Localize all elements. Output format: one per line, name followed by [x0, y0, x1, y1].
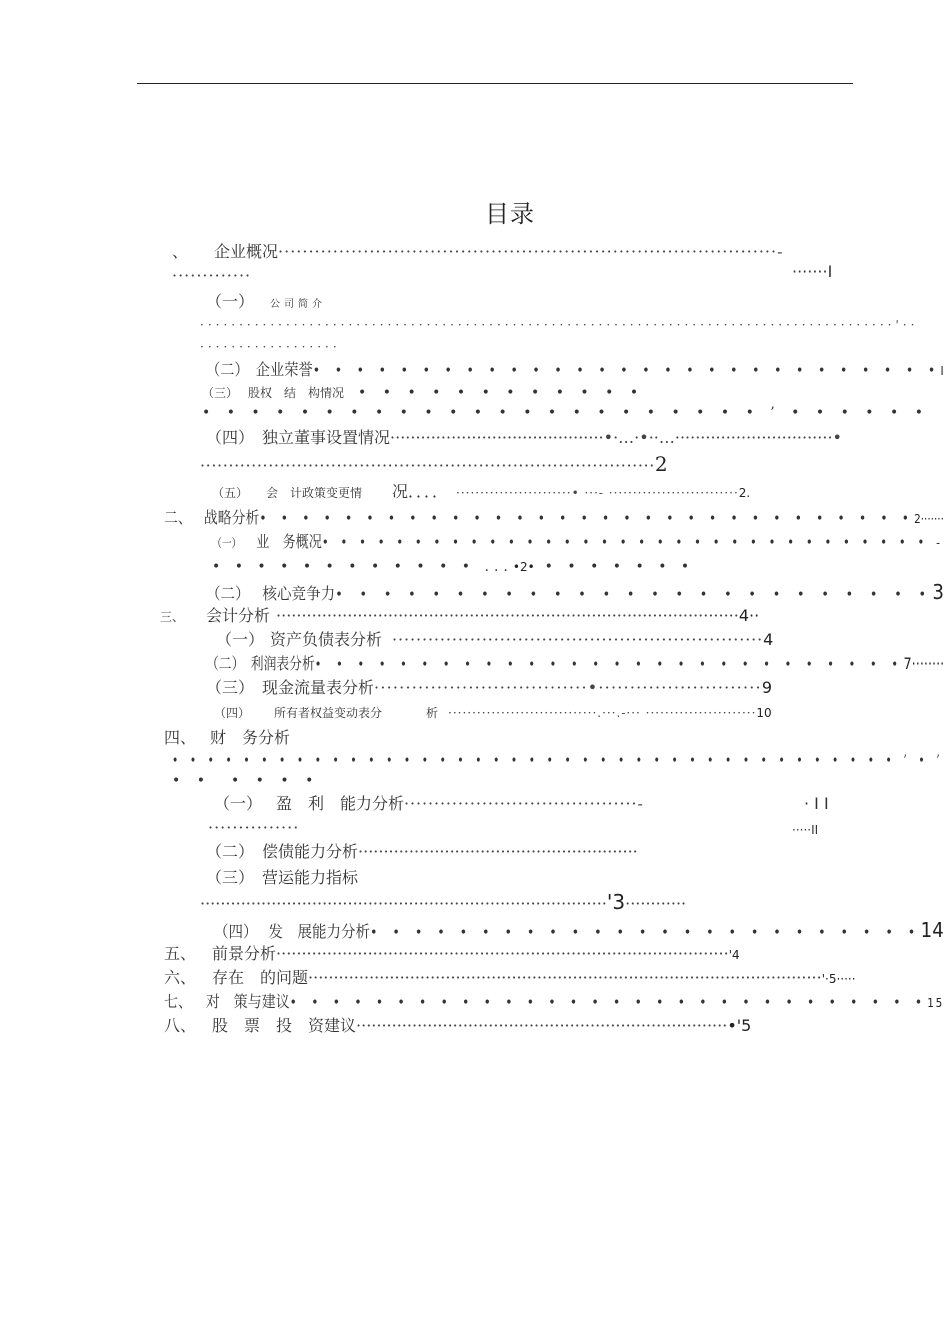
- toc-page: 4: [763, 630, 774, 649]
- toc-label: 现金流量表分析: [262, 678, 375, 697]
- toc-entry-1-1-cont2: [200, 336, 341, 357]
- toc-number: （三）: [206, 868, 255, 887]
- toc-entry-3[interactable]: [160, 606, 759, 627]
- toc-entry-6[interactable]: [164, 968, 856, 989]
- toc-page: 2·······: [914, 512, 944, 526]
- toc-number: （四）: [206, 428, 255, 447]
- toc-leader: • • • • • • • • • • • • • • • • • • • • • • • ’ • • • • • •: [202, 405, 929, 421]
- toc-leader: ················································································: [200, 456, 655, 475]
- toc-entry-4-1[interactable]: [214, 794, 644, 814]
- toc-leader: ···························································································: [276, 606, 739, 625]
- toc-label: 发 展能力分析: [268, 922, 371, 941]
- toc-entry-2-2[interactable]: [206, 582, 944, 605]
- toc-label: 企业概况: [214, 242, 279, 261]
- toc-number: （一）: [216, 630, 265, 649]
- toc-entry-7[interactable]: [164, 992, 944, 1013]
- toc-number: 八、: [164, 1016, 197, 1035]
- toc-entry-8[interactable]: [164, 1016, 751, 1036]
- toc-entry-3-4[interactable]: [214, 702, 772, 723]
- toc-entry-5[interactable]: [164, 944, 740, 965]
- toc-number: （二）: [206, 360, 249, 379]
- toc-page: •'5: [727, 1016, 752, 1035]
- toc-page: I: [940, 364, 944, 378]
- toc-leader: ················································································: [200, 894, 607, 913]
- toc-entry-2-1[interactable]: [212, 532, 944, 553]
- toc-leader: • • • • • • • • • • • • • • • • • • • • • • • • • • • • • • •: [259, 511, 915, 527]
- toc-leader: • • • • • • • • • • • • • • • • • • • • • • • • • • • • • • • • • • • • • • • • • ’ • ’: [172, 753, 944, 769]
- toc-label: 会计分析: [206, 606, 271, 625]
- toc-label: 战略分析: [203, 508, 260, 527]
- toc-leader: • • • • • • • • • • • • • • • • • • • • • • • • • • • • • •: [289, 995, 928, 1011]
- toc-leader: ··················································································-: [278, 242, 784, 261]
- toc-leader: • • • • • • • • • • • • ...: [212, 559, 513, 575]
- toc-label: 利润表分析: [250, 654, 315, 673]
- toc-entry-4-3[interactable]: [206, 868, 358, 888]
- toc-label: 股 票 投 资建议: [212, 1016, 357, 1035]
- header-rule: [137, 83, 853, 84]
- toc-entry-1-cont: [172, 266, 251, 286]
- toc-number: （一）: [206, 292, 255, 311]
- toc-leader: • • • • • • • • • • • • • • • • • • • • • • • • •: [335, 587, 933, 603]
- toc-leader: ······························································: [392, 630, 764, 649]
- toc-page: 2: [654, 452, 668, 476]
- toc-number: 六、: [164, 968, 197, 987]
- toc-label-cont: 析: [426, 706, 439, 720]
- toc-leader: ·························································································'··: [200, 318, 919, 332]
- toc-leader: ·························································································: [276, 944, 729, 963]
- toc-label: 核心竞争力: [262, 584, 336, 603]
- toc-number: （四）: [214, 922, 258, 941]
- toc-leader: ··································•··························: [374, 678, 762, 697]
- toc-number: 、: [172, 242, 189, 261]
- toc-label: 财 务分析: [210, 728, 291, 747]
- toc-leader: • • • • • • • • • • • • • • • • • • • • • • • • •: [370, 925, 921, 941]
- toc-number: （一）: [214, 794, 263, 813]
- toc-leader: ··················: [200, 340, 341, 354]
- toc-entry-3-3[interactable]: [206, 678, 772, 698]
- toc-page: 9: [761, 678, 773, 697]
- toc-leader: ············: [625, 894, 687, 913]
- toc-number: 七、: [164, 992, 192, 1011]
- toc-entry-4[interactable]: [164, 728, 290, 748]
- toc-number: （二）: [206, 654, 245, 673]
- toc-page: 15: [927, 996, 945, 1010]
- toc-number: （一）: [212, 536, 242, 550]
- toc-entry-1-2[interactable]: [206, 360, 944, 381]
- toc-leader: ·······························.···.-··· ·······················: [448, 706, 757, 720]
- toc-label: 业 务概况: [256, 532, 322, 551]
- toc-leader: • • • • • • • • • • • • • • • • • • • • • • • • • • • • •: [312, 363, 941, 379]
- toc-page: 3: [932, 580, 945, 604]
- toc-leader: • • • • • • • • • • • • • • • • • • • • • • • • • • • •: [314, 657, 904, 673]
- toc-entry-3-2[interactable]: [206, 654, 944, 675]
- toc-entry-4-4[interactable]: [214, 920, 944, 943]
- toc-page: '4: [728, 948, 740, 962]
- toc-leader: ···············: [208, 818, 300, 837]
- page-title: 目录: [485, 200, 535, 228]
- toc-page: 14: [920, 918, 944, 942]
- toc-leader: ·········································································: [356, 1016, 728, 1035]
- toc-label: 对 策与建议: [205, 992, 290, 1011]
- toc-page: ·······I: [792, 262, 833, 281]
- toc-leader: • • • • • • • • • • • • • • • • • • • • • • • • • • • • • • • • • -: [321, 535, 945, 551]
- toc-label: 营运能力指标: [262, 868, 359, 887]
- toc-page: ·····II: [792, 823, 819, 837]
- toc-page: 2.: [738, 486, 751, 500]
- toc-page: '·5·····: [821, 972, 856, 986]
- toc-label: 前景分析: [212, 944, 277, 963]
- toc-page: 4··: [738, 606, 760, 625]
- toc-leader: • • • • • • •: [544, 559, 695, 575]
- toc-number: （二）: [206, 842, 255, 861]
- toc-entry-4-2[interactable]: [206, 842, 638, 862]
- toc-label: 企业荣誉: [255, 360, 313, 379]
- toc-leader: ························• ···- ···························: [456, 486, 739, 500]
- toc-entry-4-3-cont: [200, 892, 686, 914]
- toc-label: 会 计政策变更情: [266, 486, 363, 500]
- toc-entry-2[interactable]: [164, 508, 944, 529]
- toc-page: · I I: [804, 794, 829, 813]
- toc-leader: ·············: [172, 266, 252, 285]
- toc-number: （五）: [212, 486, 249, 500]
- toc-number: （二）: [206, 584, 250, 603]
- toc-entry-4-cont: [172, 750, 944, 771]
- toc-entry-2-1-cont: [212, 556, 694, 577]
- toc-entry-1-4[interactable]: [206, 428, 842, 448]
- toc-label: 存在 的问题: [212, 968, 309, 987]
- toc-entry-4-cont2: [172, 770, 319, 791]
- toc-label: 偿债能力分析: [262, 842, 359, 861]
- toc-label: 独立董事设置情况: [262, 428, 391, 447]
- toc-leader: ·····································································································: [308, 968, 822, 987]
- toc-page: 7········: [903, 654, 945, 673]
- toc-page: '3: [606, 890, 626, 914]
- toc-label: 公司简介: [270, 299, 327, 310]
- toc-page: 10: [756, 706, 772, 720]
- toc-entry-1-4-cont: [200, 454, 668, 476]
- toc-entry-1-3[interactable]: [202, 382, 644, 403]
- toc-leader: ··········································•·…·•··…·······························•: [390, 428, 842, 447]
- toc-entry-1-5[interactable]: [212, 482, 750, 503]
- toc-label: 资产负债表分析: [270, 630, 383, 649]
- toc-label-cont: 况．．．．: [392, 482, 449, 501]
- toc-leader: • • • • • •: [172, 773, 320, 789]
- toc-label: 所有者权益变动表分: [274, 706, 383, 720]
- toc-leader: ·······················································: [358, 842, 638, 861]
- toc-number: （三）: [202, 386, 239, 400]
- toc-label: 盈 利 能力分析: [276, 794, 405, 813]
- toc-number: 四、: [164, 728, 197, 747]
- toc-number: （三）: [206, 678, 255, 697]
- toc-entry-1-1-cont: [200, 314, 918, 335]
- toc-number: 五、: [164, 944, 197, 963]
- toc-leader: • • • • • • • • • • • •: [358, 385, 645, 401]
- toc-entry-1[interactable]: [172, 242, 783, 262]
- toc-entry-1-3-cont: [202, 402, 929, 423]
- toc-number: 二、: [164, 508, 192, 527]
- toc-number: 三、: [160, 610, 185, 624]
- toc-entry-4-1-cont: [208, 818, 299, 838]
- toc-entry-1-1[interactable]: [206, 292, 326, 315]
- toc-label: 股权 结 构情况: [248, 386, 345, 400]
- toc-number: （四）: [214, 706, 251, 720]
- toc-page: •2•: [512, 560, 535, 574]
- toc-entry-3-1[interactable]: [216, 630, 773, 650]
- toc-leader: ·······································-: [404, 794, 644, 813]
